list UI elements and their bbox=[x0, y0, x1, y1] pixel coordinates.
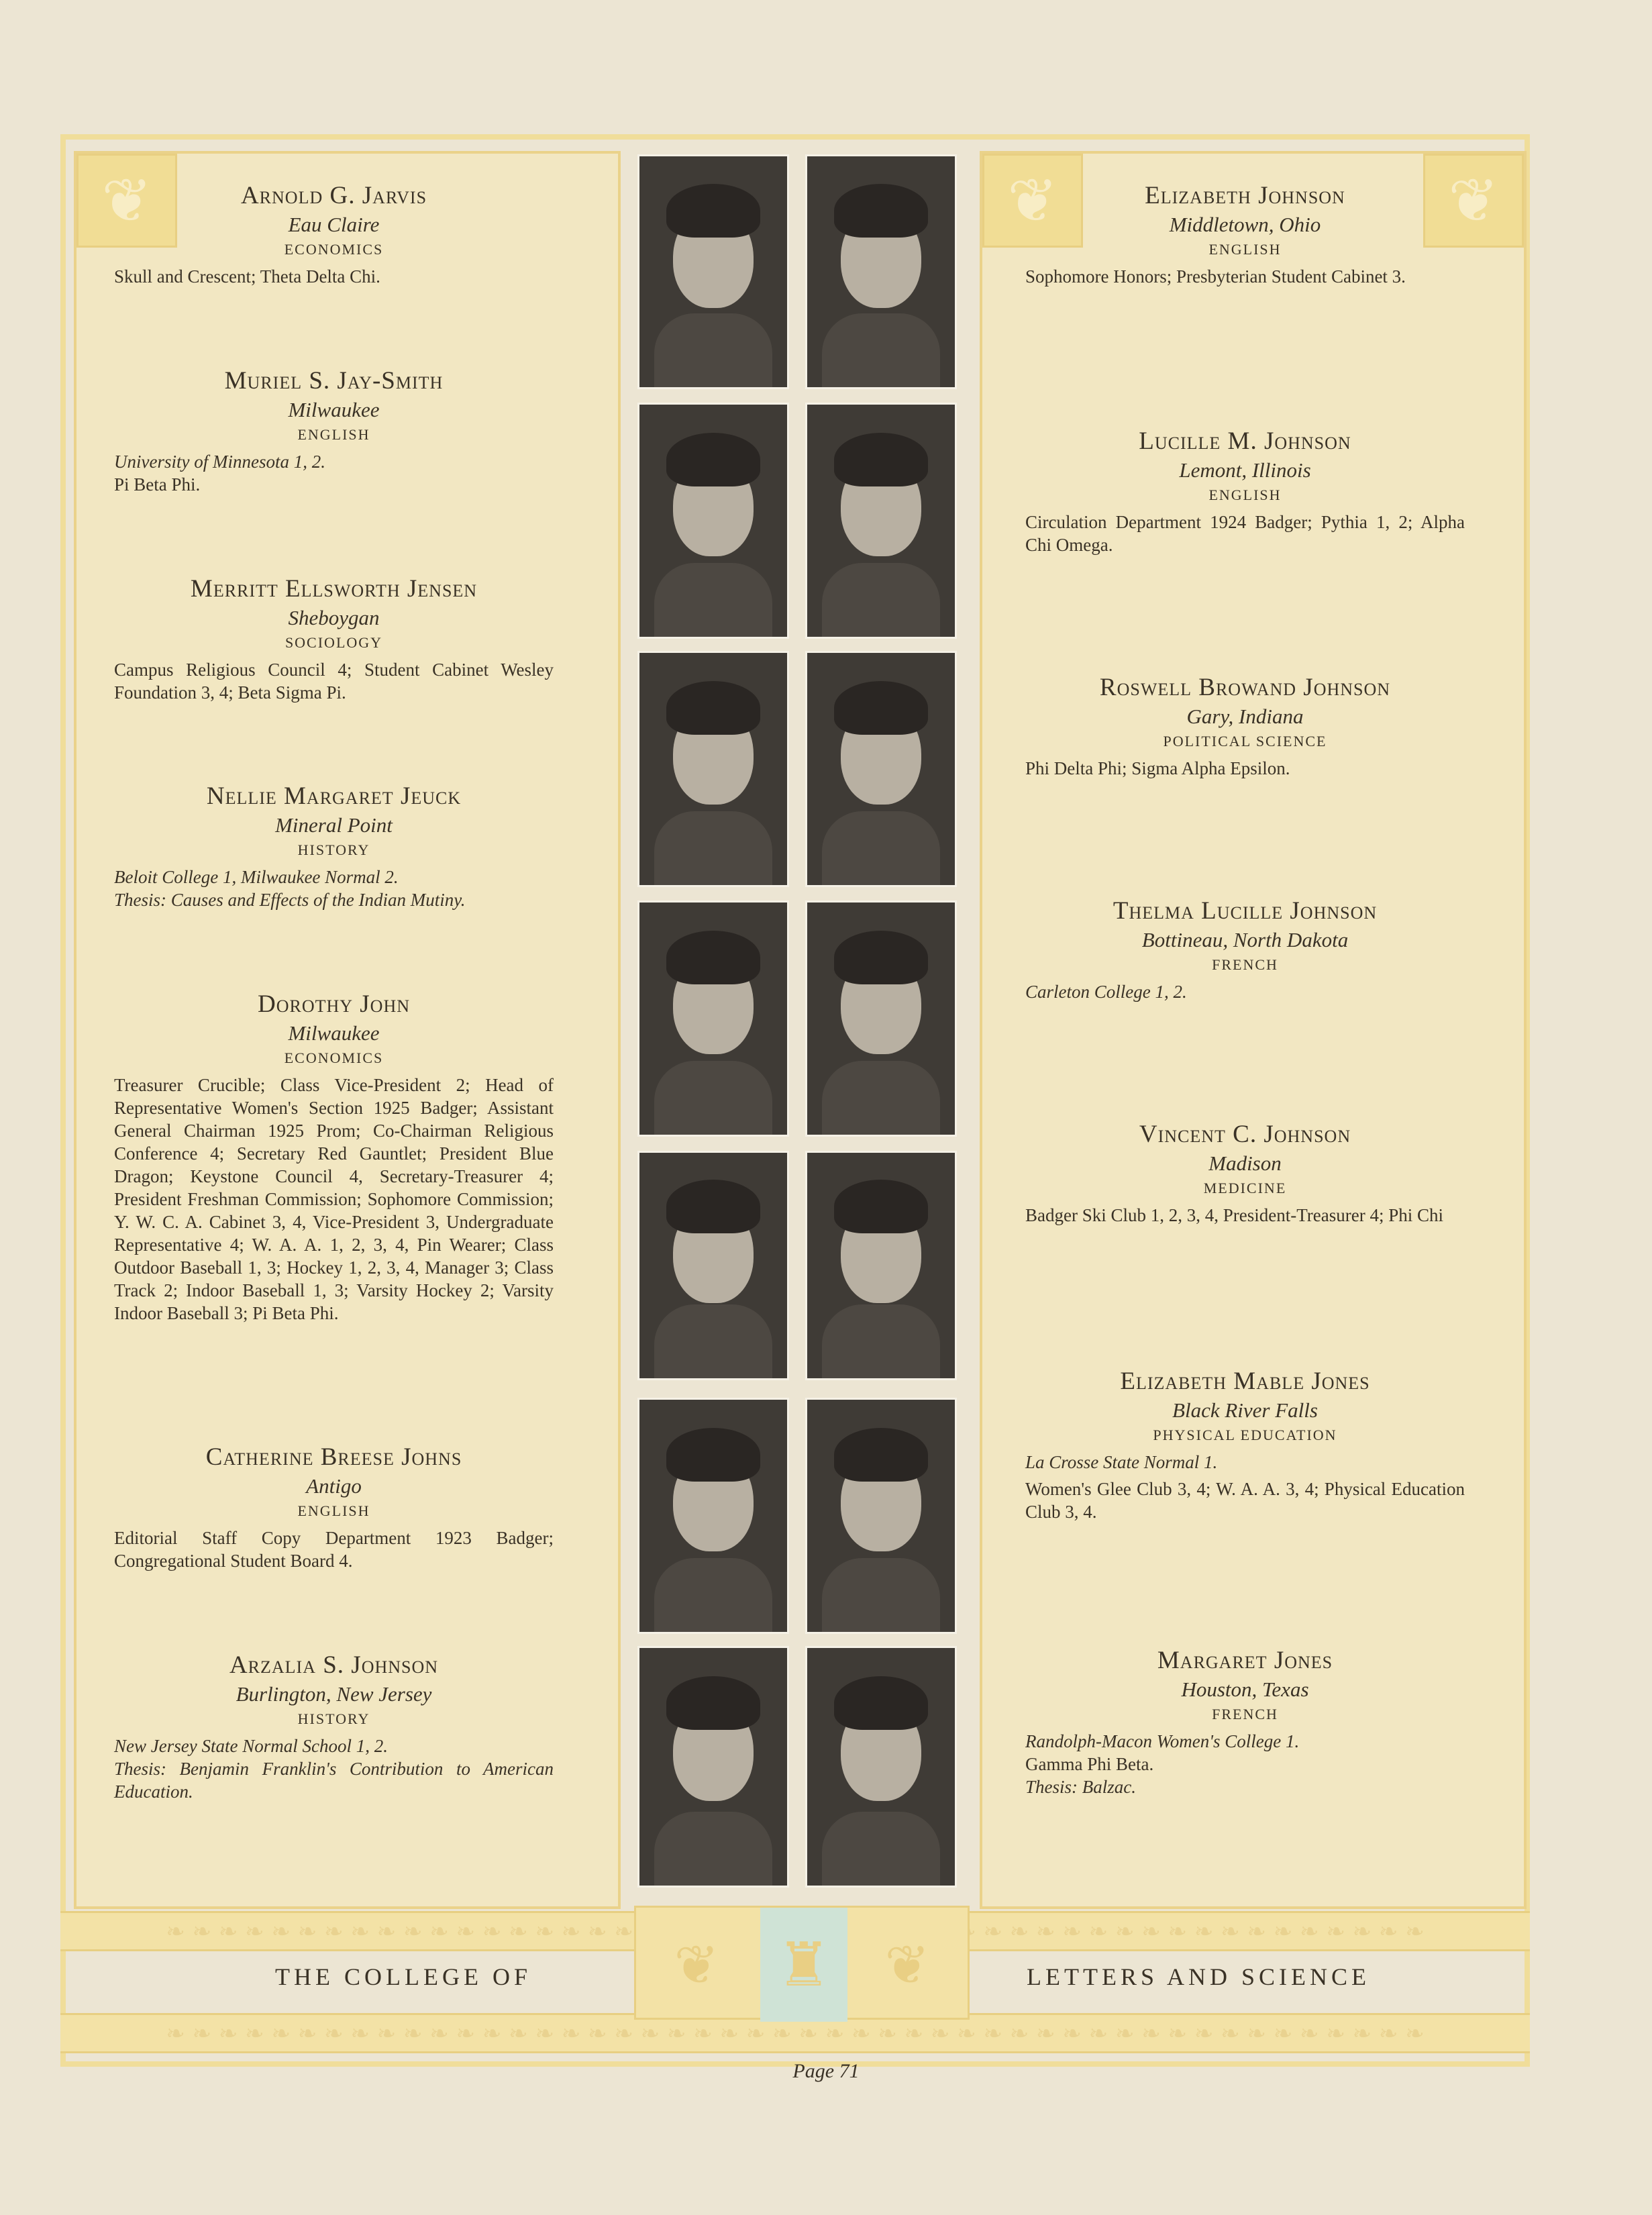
portrait-photo bbox=[805, 403, 957, 639]
student-entry bbox=[114, 366, 554, 496]
scroll-ornament-icon: ❦ bbox=[674, 1933, 719, 1996]
activities: Gamma Phi Beta. bbox=[1025, 1754, 1154, 1774]
hometown: Bottineau, North Dakota bbox=[1141, 928, 1349, 951]
department: MEDICINE bbox=[1203, 1180, 1287, 1196]
student-entry bbox=[114, 181, 554, 288]
activities: Pi Beta Phi. bbox=[114, 474, 201, 495]
hometown: Houston, Texas bbox=[1181, 1678, 1309, 1701]
student-name: Lucille M. Johnson bbox=[1139, 427, 1351, 455]
student-name: Elizabeth Johnson bbox=[1145, 182, 1345, 209]
department: HISTORY bbox=[297, 841, 370, 858]
student-name: Merritt Ellsworth Jensen bbox=[190, 575, 478, 603]
department: SOCIOLOGY bbox=[285, 634, 383, 651]
portrait-photo bbox=[637, 651, 789, 887]
student-entry bbox=[1025, 1367, 1465, 1523]
activities: Circulation Department 1924 Badger; Pythia 1, 2; Alpha Chi Omega. bbox=[1025, 512, 1465, 555]
student-entry bbox=[114, 782, 554, 911]
prior-school: New Jersey State Normal School 1, 2. bbox=[114, 1736, 388, 1756]
page-number: Page 71 bbox=[792, 2060, 860, 2082]
student-entry bbox=[1025, 427, 1465, 556]
portrait-photo bbox=[805, 1151, 957, 1380]
thesis: Thesis: Benjamin Franklin's Contribution to American Education. bbox=[114, 1759, 554, 1802]
portrait-photo bbox=[805, 900, 957, 1137]
activities: Phi Delta Phi; Sigma Alpha Epsilon. bbox=[1025, 758, 1290, 778]
hometown: Middletown, Ohio bbox=[1169, 213, 1321, 236]
department: ECONOMICS bbox=[284, 241, 384, 258]
hometown: Burlington, New Jersey bbox=[236, 1682, 432, 1706]
portrait-photo bbox=[637, 900, 789, 1137]
activities: Skull and Crescent; Theta Delta Chi. bbox=[114, 266, 380, 287]
student-entry bbox=[114, 990, 554, 1325]
student-entry bbox=[1025, 181, 1465, 288]
student-name: Thelma Lucille Johnson bbox=[1113, 897, 1378, 925]
activities: Treasurer Crucible; Class Vice-President 2; Head of Representative Women's Section 1925 Badger; Assistant General Chairman 1925 Prom; Co-Chairman Religious Conference 4; Secretary Red Gauntlet; President Blue Dragon; Keystone Council 4, Secretary-Treasurer 4; President Freshman Commission; Sophomore Commission; Y. W. C. A. Cabinet 3, 4, Vice-President 3, Undergraduate Representative 4; W. A. A. 1, 2, 3, 4, Pin Wearer; Class Outdoor Baseball 1, 3; Hockey 1, 2, 3, 4, Manager 3; Class Track 2; Indoor Baseball 1, 3; Varsity Hockey 2; Varsity Indoor Baseball 3; Pi Beta Phi. bbox=[114, 1075, 554, 1323]
portrait-grid bbox=[624, 151, 976, 1909]
portrait-photo bbox=[805, 1398, 957, 1634]
department: ENGLISH bbox=[1208, 486, 1282, 503]
scroll-ornament-icon: ❦ bbox=[884, 1933, 930, 1996]
hometown: Gary, Indiana bbox=[1186, 705, 1304, 728]
prior-school: Carleton College 1, 2. bbox=[1025, 982, 1187, 1002]
portrait-photo bbox=[637, 1151, 789, 1380]
prior-school: La Crosse State Normal 1. bbox=[1025, 1452, 1218, 1472]
activities: Sophomore Honors; Presbyterian Student Cabinet 3. bbox=[1025, 266, 1406, 287]
hometown: Milwaukee bbox=[288, 398, 380, 421]
portrait-photo bbox=[637, 1646, 789, 1888]
hometown: Sheboygan bbox=[288, 606, 380, 629]
department: POLITICAL SCIENCE bbox=[1163, 733, 1327, 750]
student-name: Nellie Margaret Jeuck bbox=[206, 782, 462, 810]
footer-right-text: LETTERS AND SCIENCE bbox=[1027, 1963, 1371, 1990]
thesis: Thesis: Causes and Effects of the Indian Mutiny. bbox=[114, 890, 466, 910]
student-name: Vincent C. Johnson bbox=[1139, 1121, 1351, 1148]
hometown: Lemont, Illinois bbox=[1179, 458, 1311, 482]
activities: Women's Glee Club 3, 4; W. A. A. 3, 4; Physical Education Club 3, 4. bbox=[1025, 1479, 1465, 1522]
activities: Editorial Staff Copy Department 1923 Badger; Congregational Student Board 4. bbox=[114, 1528, 554, 1571]
footer-left-text: THE COLLEGE OF bbox=[275, 1963, 531, 1990]
department: HISTORY bbox=[297, 1710, 370, 1727]
student-name: Arzalia S. Johnson bbox=[229, 1651, 439, 1679]
hometown: Black River Falls bbox=[1172, 1398, 1318, 1422]
portrait-photo bbox=[805, 651, 957, 887]
portrait-photo bbox=[805, 154, 957, 389]
student-name: Muriel S. Jay-Smith bbox=[224, 367, 444, 395]
department: ENGLISH bbox=[297, 1502, 370, 1519]
portrait-photo bbox=[637, 1398, 789, 1634]
prior-school: Beloit College 1, Milwaukee Normal 2. bbox=[114, 867, 399, 887]
student-name: Dorothy John bbox=[257, 990, 411, 1018]
department: PHYSICAL EDUCATION bbox=[1153, 1427, 1337, 1443]
student-entry bbox=[1025, 896, 1465, 1003]
hometown: Milwaukee bbox=[288, 1021, 380, 1045]
student-entry bbox=[114, 574, 554, 704]
student-name: Roswell Browand Johnson bbox=[1099, 674, 1391, 701]
student-entry bbox=[114, 1651, 554, 1803]
hometown: Madison bbox=[1208, 1151, 1282, 1175]
thesis: Thesis: Balzac. bbox=[1025, 1777, 1136, 1797]
student-entry bbox=[1025, 1646, 1465, 1798]
department: FRENCH bbox=[1212, 956, 1278, 973]
statue-icon: ♜ bbox=[760, 1908, 847, 2022]
prior-school: Randolph-Macon Women's College 1. bbox=[1025, 1731, 1300, 1751]
hometown: Mineral Point bbox=[275, 813, 393, 837]
student-name: Elizabeth Mable Jones bbox=[1120, 1368, 1370, 1395]
hometown: Antigo bbox=[306, 1474, 362, 1498]
emblem bbox=[634, 1906, 970, 2020]
student-entry bbox=[1025, 1120, 1465, 1227]
department: FRENCH bbox=[1212, 1706, 1278, 1722]
portrait-photo bbox=[637, 154, 789, 389]
student-name: Catherine Breese Johns bbox=[205, 1443, 462, 1471]
department: ECONOMICS bbox=[284, 1049, 384, 1066]
student-name: Margaret Jones bbox=[1157, 1647, 1333, 1674]
student-entry bbox=[114, 1443, 554, 1572]
portrait-photo bbox=[637, 403, 789, 639]
activities: Campus Religious Council 4; Student Cabinet Wesley Foundation 3, 4; Beta Sigma Pi. bbox=[114, 660, 554, 703]
student-entry bbox=[1025, 673, 1465, 780]
hometown: Eau Claire bbox=[288, 213, 380, 236]
student-name: Arnold G. Jarvis bbox=[240, 182, 427, 209]
portrait-photo bbox=[805, 1646, 957, 1888]
department: ENGLISH bbox=[1208, 241, 1282, 258]
activities: Badger Ski Club 1, 2, 3, 4, President-Treasurer 4; Phi Chi bbox=[1025, 1205, 1443, 1225]
prior-school: University of Minnesota 1, 2. bbox=[114, 452, 325, 472]
department: ENGLISH bbox=[297, 426, 370, 443]
right-column-panel bbox=[980, 151, 1527, 1909]
